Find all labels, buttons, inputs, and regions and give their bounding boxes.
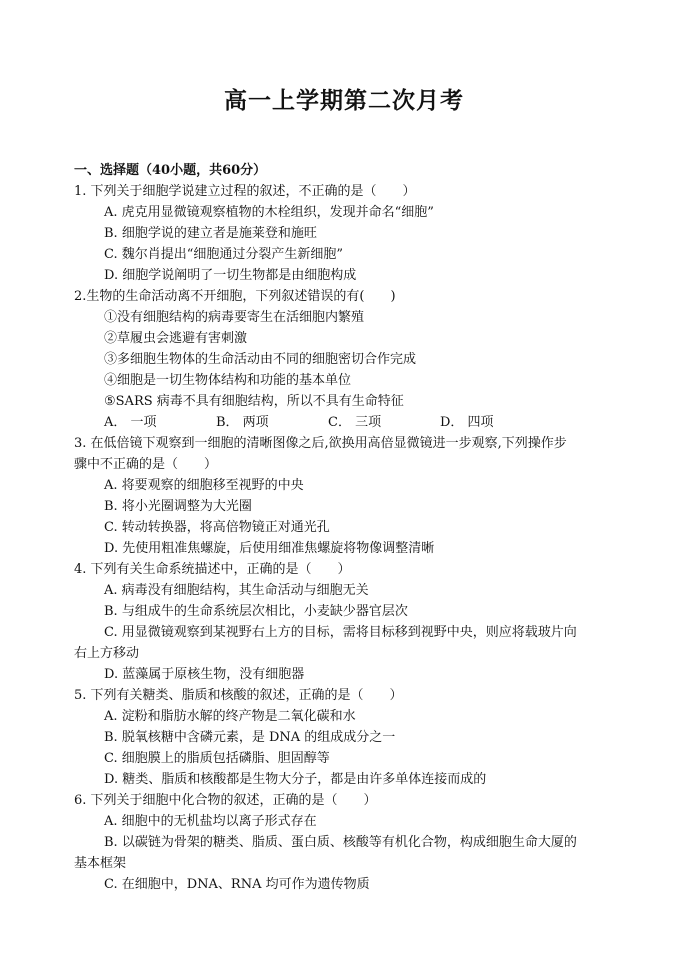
q2-option-d: D． 四项 [440, 415, 494, 430]
q2-item-2: ②草履虫会逃避有害刺激 [104, 331, 248, 346]
q1-option-b: B. 细胞学说的建立者是施莱登和施旺 [104, 226, 317, 241]
q2-item-1: ①没有细胞结构的病毒要寄生在活细胞内繁殖 [104, 310, 365, 325]
q2-options-row [74, 412, 622, 433]
exam-content [74, 160, 622, 895]
q5-option-d: D. 糖类、脂质和核酸都是生物大分子，都是由许多单体连接而成的 [104, 772, 487, 787]
q3-option-d: D. 先使用粗准焦螺旋，后使用细准焦螺旋将物像调整清晰 [104, 541, 435, 556]
q3-option-c: C. 转动转换器，将高倍物镜正对通光孔 [104, 520, 330, 535]
q2-stem: 2.生物的生命活动离不开细胞，下列叙述错误的有( ) [74, 289, 396, 304]
q1-option-d: D. 细胞学说阐明了一切生物都是由细胞构成 [104, 268, 357, 283]
q4-option-a: A. 病毒没有细胞结构，其生命活动与细胞无关 [104, 583, 369, 598]
q4-option-d: D. 蓝藻属于原核生物，没有细胞器 [104, 667, 305, 682]
section-heading: 一、选择题（40小题，共60分） [74, 163, 267, 178]
q5-option-a: A. 淀粉和脂肪水解的终产物是二氧化碳和水 [104, 709, 356, 724]
q2-item-3: ③多细胞生物体的生命活动由不同的细胞密切合作完成 [104, 352, 417, 367]
q1-option-a: A. 虎克用显微镜观察植物的木栓组织，发现并命名“细胞” [104, 205, 434, 220]
q5-option-c: C. 细胞膜上的脂质包括磷脂、胆固醇等 [104, 751, 330, 766]
q3-option-b: B. 将小光圈调整为大光圈 [104, 499, 252, 514]
q5-stem: 5. 下列有关糖类、脂质和核酸的叙述，正确的是（ ） [74, 688, 403, 703]
q4-option-b: B. 与组成牛的生命系统层次相比，小麦缺少器官层次 [104, 604, 408, 619]
q2-option-c: C． 三项 [328, 415, 382, 430]
q3-option-a: A. 将要观察的细胞移至视野的中央 [104, 478, 304, 493]
q2-option-a: A． 一项 [104, 415, 157, 430]
q2-item-5: ⑤SARS 病毒不具有细胞结构，所以不具有生命特征 [104, 394, 404, 409]
q1-option-c: C. 魏尔肖提出“细胞通过分裂产生新细胞” [104, 247, 344, 262]
q2-item-4: ④细胞是一切生物体结构和功能的基本单位 [104, 373, 352, 388]
q1-stem: 1. 下列关于细胞学说建立过程的叙述，不正确的是（ ） [74, 184, 416, 199]
q6-option-b-line1: B. 以碳链为骨架的糖类、脂质、蛋白质、核酸等有机化合物，构成细胞生命大厦的 [104, 835, 577, 850]
q2-option-b: B． 两项 [216, 415, 269, 430]
q4-option-c-line1: C. 用显微镜观察到某视野右上方的目标，需将目标移到视野中央，则应将载玻片向 [104, 625, 577, 640]
exam-title: 高一上学期第二次月考 [224, 87, 464, 114]
q4-option-c-line2: 右上方移动 [74, 646, 140, 661]
q5-option-b: B. 脱氧核糖中含磷元素，是 DNA 的组成成分之一 [104, 730, 396, 745]
q3-stem-line2: 骤中不正确的是（ ） [74, 457, 218, 472]
q6-option-c: C. 在细胞中，DNA、RNA 均可作为遗传物质 [104, 877, 370, 892]
q4-stem: 4. 下列有关生命系统描述中，正确的是（ ） [74, 562, 351, 577]
q6-option-a: A. 细胞中的无机盐均以离子形式存在 [104, 814, 317, 829]
q6-option-b-line2: 基本框架 [74, 856, 127, 871]
q6-stem: 6. 下列关于细胞中化合物的叙述，正确的是（ ） [74, 793, 377, 808]
q3-stem-line1: 3. 在低倍镜下观察到一细胞的清晰图像之后,欲换用高倍显微镜进一步观察,下列操作步 [74, 436, 567, 451]
